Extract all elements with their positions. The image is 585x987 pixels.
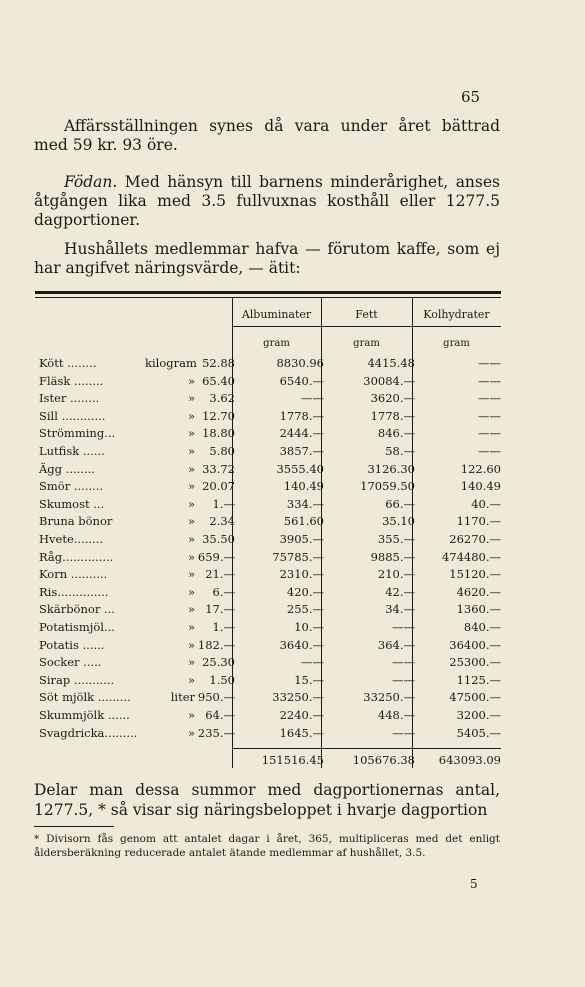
paragraph-delar: Delar man dessa summor med dagportionernas antal, 1277.5, * så visar sig näringsbeloppet i hvarje dagportion xyxy=(34,781,500,819)
quantity-unit: » xyxy=(187,391,195,406)
total-kolhydrater: 643093.09 xyxy=(438,753,501,767)
albuminater-value: —— xyxy=(301,391,324,406)
kolhydrater-value: 474480.— xyxy=(441,549,501,564)
quantity-unit: » xyxy=(187,708,195,722)
albuminater-value: 15.— xyxy=(294,672,324,687)
unit-fett: gram xyxy=(353,338,380,349)
page-number: 65 xyxy=(461,88,481,106)
quantity-unit: » xyxy=(187,637,195,652)
fett-value: 17059.50 xyxy=(360,479,415,494)
kolhydrater-value: 840.— xyxy=(463,620,501,634)
nutrition-table xyxy=(35,298,501,768)
kolhydrater-value: 4620.— xyxy=(456,584,501,599)
quantity-value: 20.07 xyxy=(202,479,235,494)
table-row xyxy=(35,550,501,567)
quantity-unit: » xyxy=(187,496,195,511)
fett-value: 9885.— xyxy=(370,549,415,564)
albuminater-value: 2310.— xyxy=(279,567,324,582)
footnote: * Divisorn fås genom att antalet dagar i året, 365, multipliceras med det enligt åldersberäkning reducerade antalet ätande medlemmar af hushållet, 3.5. xyxy=(34,833,500,859)
quantity-value: 65.40 xyxy=(202,373,235,388)
table-row xyxy=(35,726,501,743)
table-row xyxy=(35,497,501,514)
quantity-unit: » xyxy=(187,514,195,529)
food-name: Skumost ... xyxy=(39,496,105,511)
paragraph-affarsstallning: Affärsställningen synes då vara under året bättrad med 59 kr. 93 öre. xyxy=(34,117,500,154)
signature-mark: 5 xyxy=(470,877,478,891)
kolhydrater-value: 1360.— xyxy=(456,602,501,617)
kolhydrater-value: 1125.— xyxy=(456,672,501,687)
table-row xyxy=(35,708,501,725)
albuminater-value: 75785.— xyxy=(272,549,324,564)
quantity-value: 5.80 xyxy=(209,444,235,458)
paragraph-lead: Födan. xyxy=(64,173,118,191)
food-name: Smör ........ xyxy=(39,479,104,494)
quantity-value: 21.— xyxy=(205,567,235,582)
albuminater-value: 2444.— xyxy=(279,426,324,441)
kolhydrater-value: —— xyxy=(478,373,501,388)
quantity-value: 12.70 xyxy=(202,408,235,423)
quantity-value: 18.80 xyxy=(202,426,235,441)
table-row xyxy=(35,567,501,584)
food-name: Råg.............. xyxy=(39,549,114,564)
albuminater-value: 3640.— xyxy=(279,637,324,652)
table-top-rule xyxy=(35,291,501,294)
unit-kolhydrater: gram xyxy=(443,338,470,349)
table-row xyxy=(35,655,501,672)
quantity-value: 2.34 xyxy=(209,514,235,529)
table-row xyxy=(35,620,501,637)
albuminater-value: 255.— xyxy=(286,602,324,617)
quantity-value: 6.— xyxy=(212,584,235,599)
food-name: Svagdricka......... xyxy=(39,725,138,740)
quantity-value: 1.50 xyxy=(209,672,235,687)
fett-value: 33250.— xyxy=(363,690,415,705)
albuminater-value: 420.— xyxy=(286,584,324,599)
fett-value: 35.10 xyxy=(382,514,415,529)
fett-value: —— xyxy=(392,672,415,687)
fett-value: 210.— xyxy=(377,567,415,582)
quantity-unit: » xyxy=(187,567,195,582)
table-row xyxy=(35,673,501,690)
food-name: Potatismjöl... xyxy=(39,620,115,634)
quantity-unit: » xyxy=(187,408,195,423)
kolhydrater-value: —— xyxy=(478,356,501,370)
food-name: Socker ..... xyxy=(39,655,102,670)
albuminater-value: 3857.— xyxy=(279,444,324,458)
quantity-unit: » xyxy=(187,725,195,740)
albuminater-value: 140.49 xyxy=(283,479,324,494)
food-name: Bruna bönor xyxy=(39,514,113,529)
quantity-unit: » xyxy=(187,655,195,670)
kolhydrater-value: 36400.— xyxy=(449,637,501,652)
kolhydrater-value: 25300.— xyxy=(449,655,501,670)
fett-value: 3126.30 xyxy=(367,461,415,476)
kolhydrater-value: 5405.— xyxy=(456,725,501,740)
fett-value: 364.— xyxy=(377,637,415,652)
food-name: Ris.............. xyxy=(39,584,109,599)
table-row xyxy=(35,532,501,549)
paragraph-hushall: Hushållets medlemmar hafva — förutom kaffe, som ej har angifvet näringsvärde, — ätit: xyxy=(34,240,500,277)
quantity-unit: » xyxy=(187,584,195,599)
kolhydrater-value: —— xyxy=(478,391,501,406)
quantity-value: 35.50 xyxy=(202,532,235,546)
fett-value: 34.— xyxy=(385,602,415,617)
total-fett: 105676.38 xyxy=(352,753,415,767)
fett-value: 66.— xyxy=(385,496,415,511)
kolhydrater-value: 122.60 xyxy=(460,461,501,476)
quantity-value: 1.— xyxy=(212,496,235,511)
fett-value: 30084.— xyxy=(363,373,415,388)
food-name: Korn .......... xyxy=(39,567,108,582)
kolhydrater-value: —— xyxy=(478,444,501,458)
unit-albuminater: gram xyxy=(263,338,290,349)
quantity-value: 25.30 xyxy=(202,655,235,670)
totals-row xyxy=(35,753,501,770)
kolhydrater-value: 47500.— xyxy=(449,690,501,705)
quantity-unit: » xyxy=(187,426,195,441)
quantity-unit: » xyxy=(187,549,195,564)
table-row xyxy=(35,444,501,461)
table-row xyxy=(35,602,501,619)
albuminater-value: 561.60 xyxy=(283,514,324,529)
albuminater-value: 334.— xyxy=(286,496,324,511)
albuminater-value: 1778.— xyxy=(279,408,324,423)
fett-value: 448.— xyxy=(377,708,415,722)
table-row xyxy=(35,514,501,531)
food-name: Skärbönor ... xyxy=(39,602,115,617)
kolhydrater-value: 26270.— xyxy=(449,532,501,546)
albuminater-value: —— xyxy=(301,655,324,670)
table-row xyxy=(35,585,501,602)
quantity-unit: » xyxy=(187,444,195,458)
quantity-unit: » xyxy=(187,620,195,634)
totals-rule xyxy=(232,748,501,749)
kolhydrater-value: 15120.— xyxy=(449,567,501,582)
food-name: Strömming... xyxy=(39,426,116,441)
food-name: Kött ........ xyxy=(39,356,97,370)
quantity-value: 950.— xyxy=(197,690,235,705)
albuminater-value: 2240.— xyxy=(279,708,324,722)
quantity-unit: » xyxy=(187,672,195,687)
quantity-value: 182.— xyxy=(197,637,235,652)
quantity-unit: » xyxy=(187,532,195,546)
kolhydrater-value: —— xyxy=(478,426,501,441)
quantity-value: 64.— xyxy=(205,708,235,722)
albuminater-value: 1645.— xyxy=(279,725,324,740)
fett-value: —— xyxy=(392,725,415,740)
footnote-rule xyxy=(34,826,114,827)
header-kolhydrater: Kolhydrater xyxy=(423,308,490,321)
table-row xyxy=(35,391,501,408)
paragraph-fodan xyxy=(34,173,500,230)
quantity-unit: » xyxy=(187,461,195,476)
quantity-unit: » xyxy=(187,602,195,617)
header-fett: Fett xyxy=(355,308,378,321)
table-row xyxy=(35,690,501,707)
food-name: Potatis ...... xyxy=(39,637,105,652)
header-rule xyxy=(232,326,501,327)
albuminater-value: 33250.— xyxy=(272,690,324,705)
food-name: Ister ........ xyxy=(39,391,100,406)
quantity-value: 17.— xyxy=(205,602,235,617)
albuminater-value: 6540.— xyxy=(279,373,324,388)
quantity-unit: » xyxy=(187,479,195,494)
quantity-value: 52.88 xyxy=(202,356,235,370)
table-row xyxy=(35,638,501,655)
kolhydrater-value: 3200.— xyxy=(456,708,501,722)
food-name: Lutfisk ...... xyxy=(39,444,105,458)
table-row xyxy=(35,426,501,443)
quantity-value: 235.— xyxy=(197,725,235,740)
kolhydrater-value: —— xyxy=(478,408,501,423)
table-row xyxy=(35,374,501,391)
quantity-unit: kilogram xyxy=(145,356,197,370)
albuminater-value: 3905.— xyxy=(279,532,324,546)
albuminater-value: 10.— xyxy=(294,620,324,634)
fett-value: 58.— xyxy=(385,444,415,458)
albuminater-value: 3555.40 xyxy=(276,461,324,476)
fett-value: 1778.— xyxy=(370,408,415,423)
food-name: Hvete........ xyxy=(39,532,104,546)
kolhydrater-value: 1170.— xyxy=(456,514,501,529)
food-name: Söt mjölk ......... xyxy=(39,690,131,705)
total-albuminater: 151516.45 xyxy=(261,753,324,767)
fett-value: 355.— xyxy=(377,532,415,546)
fett-value: 4415.48 xyxy=(367,356,415,370)
food-name: Skummjölk ...... xyxy=(39,708,130,722)
albuminater-value: 8830.96 xyxy=(276,356,324,370)
kolhydrater-value: 140.49 xyxy=(460,479,501,494)
header-albuminater: Albuminater xyxy=(241,308,312,321)
food-name: Ägg ........ xyxy=(39,461,95,476)
fett-value: —— xyxy=(392,655,415,670)
table-row xyxy=(35,409,501,426)
food-name: Sirap ........... xyxy=(39,672,115,687)
quantity-unit: » xyxy=(187,373,195,388)
table-row xyxy=(35,356,501,373)
table-row xyxy=(35,479,501,496)
fett-value: 42.— xyxy=(385,584,415,599)
food-name: Sill ............ xyxy=(39,408,106,423)
table-row xyxy=(35,462,501,479)
quantity-value: 3.62 xyxy=(209,391,235,406)
quantity-value: 659.— xyxy=(197,549,235,564)
quantity-value: 33.72 xyxy=(202,461,235,476)
quantity-value: 1.— xyxy=(212,620,235,634)
quantity-unit: liter xyxy=(170,690,195,705)
food-name: Fläsk ........ xyxy=(39,373,104,388)
fett-value: —— xyxy=(392,620,415,634)
fett-value: 3620.— xyxy=(370,391,415,406)
fett-value: 846.— xyxy=(377,426,415,441)
kolhydrater-value: 40.— xyxy=(471,496,501,511)
paragraph-body: Med hänsyn till barnens minderårighet, anses åtgången lika med 3.5 fullvuxnas kosthåll eller 1277.5 dagportioner. xyxy=(34,173,500,229)
